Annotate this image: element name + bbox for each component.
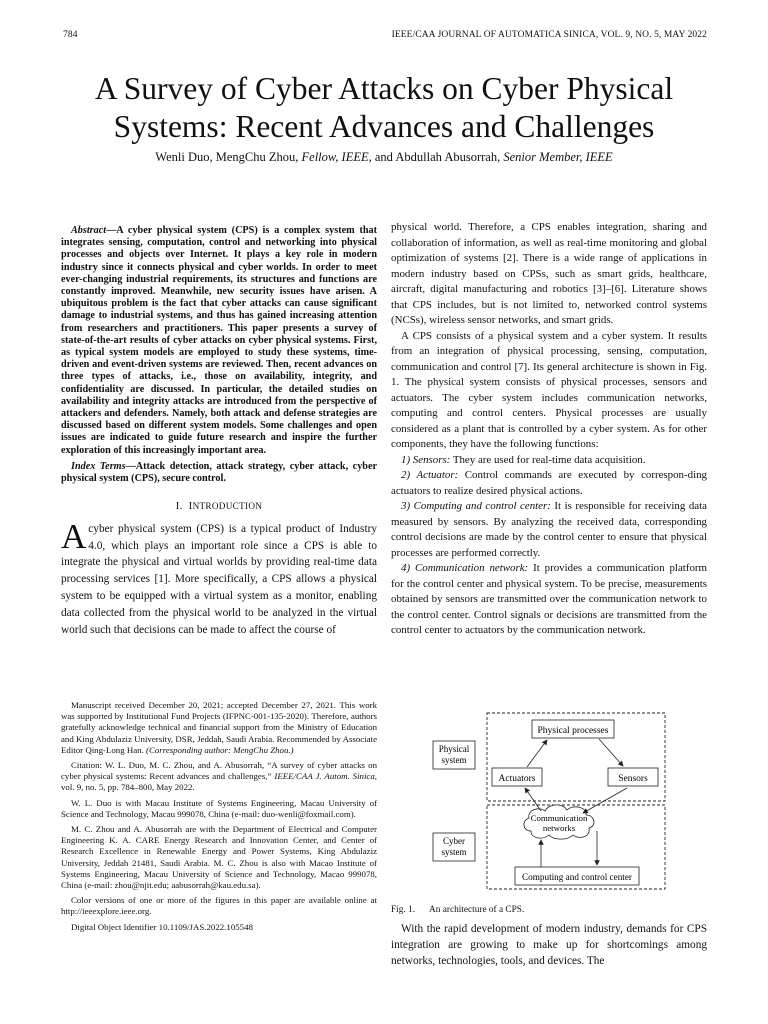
author-list xyxy=(60,150,708,165)
author-role-1: Fellow, IEEE xyxy=(301,150,369,164)
footnote-received: Manuscript received December 20, 2021; accepted December 27, 2021. This work was supported by Institutional Fund Projects (IFPNC-001-135-2020). Therefore, authors gratefully acknowledge technical and financial support from the Ministry of Education and King Abdulaziz University, DSR, Jeddah, Saudi Arabia. Recommended by Associate Editor Qing-Long Han. (Corresponding author: MengChu Zhou.) xyxy=(61,700,377,755)
section-title-rest: NTRODUCTION xyxy=(192,501,263,512)
figure-caption xyxy=(391,905,524,915)
author-role-2: Senior Member, IEEE xyxy=(503,150,613,164)
section-number: I. xyxy=(175,500,183,513)
intro-text: cyber physical system (CPS) is a typical product of Industry 4.0, which plays an important role since a CPS is able to integrate the physical and virtual worlds by providing real-time data processing services [1]. More specifically, a CPS allows a physical system to be equipped with a virtual system as a monitor, enabling data collected from the physical world to be analyzed in the virtual world such that decisions can be made to affect the course of xyxy=(61,522,377,636)
index-terms xyxy=(61,461,377,485)
physical-system-label: Physical system xyxy=(438,744,470,765)
page-number: 784 xyxy=(63,30,78,40)
index-terms-label: Index Terms xyxy=(71,460,126,472)
list-item-sensors: 1) Sensors: They are used for real-time data acquisition. xyxy=(401,453,646,466)
abstract xyxy=(61,225,377,457)
section-title-first: I xyxy=(188,500,193,513)
list-item-computing-center: 3) Computing and control center: It is responsible for receiving data measured by sensors. By analyzing the received data, corresponding control decisions are made by the control center to ensure that physical processes are performed correctly. xyxy=(391,500,707,559)
figure-cps-architecture xyxy=(391,707,707,927)
index-terms-text: —Attack detection, attack strategy, cyber attack, cyber physical system (CPS), secure control. xyxy=(61,460,377,485)
section-heading-introduction xyxy=(61,499,377,515)
title-line-2: Systems: Recent Advances and Challenges xyxy=(113,109,655,144)
right-column xyxy=(391,220,707,639)
figure-caption-text: An architecture of a CPS. xyxy=(429,905,525,915)
citation-journal: IEEE/CAA J. Autom. Sinica xyxy=(274,771,375,782)
footnote-color-versions: Color versions of one or more of the figures in this paper are available online at http://ieeexplore.ieee.org. xyxy=(61,895,377,917)
list-item-actuator: 2) Actuator: Control commands are executed by correspon-ding actuators to realize desired physical actions. xyxy=(391,469,707,497)
footnote-zhou-affiliation: M. C. Zhou and A. Abusorrah are with the Department of Electrical and Computer Engineering K. A. CARE Energy Research and Innovation Center, and Center of Research Excellence in Renewable Energy and Power Systems, King Abdulaziz University, Jeddah 21481, Saudi Arabia. M. C. Zhou is also with Macao Institute of Systems Engineering, Macau University of Science and Technology, Macao 999078, China (e-mail: zhou@njit.edu; aabusorrah@kau.edu.sa). xyxy=(61,824,377,891)
communication-networks-label: Communication networks xyxy=(530,813,588,833)
list-item-communication-network: 4) Communication network: It provides a communication platform for the control center and physical system. To be precise, measurements obtained by sensors are transmitted over the communication network to the control center. Control signals or decisions are transmitted from the control center to actuators by the communication network. xyxy=(391,562,707,636)
footnotes xyxy=(61,700,377,937)
sensors-label: Sensors xyxy=(618,774,648,784)
computing-center-label: Computing and control center xyxy=(522,872,632,882)
arrow-processes-to-sensors xyxy=(599,739,623,766)
footnote-doi: Digital Object Identifier 10.1109/JAS.2022.105548 xyxy=(71,921,253,932)
right-paragraph-2: A CPS consists of a physical system and a cyber system. It results from an integration of physical processing, sensing, computation, communication and control [7]. Its general architecture is shown in Fig. 1. The physical system consists of physical processes, sensors and actuators. The cyber system includes communication networks, computing and control centers. Physical processes are usually considered as a plant that is controlled by a cyber system. As for other components, they have the following functions: xyxy=(391,329,707,450)
arrow-actuators-to-processes xyxy=(527,740,547,767)
figure-caption-number: Fig. 1. xyxy=(391,905,416,915)
actuators-label: Actuators xyxy=(498,774,536,784)
author-names-1: Wenli Duo, MengChu Zhou, xyxy=(155,150,299,164)
footnote-citation: Citation: W. L. Duo, M. C. Zhou, and A. Abusorrah, “A survey of cyber attacks on cyber physical systems: Recent advances and challenges,” IEEE/CAA J. Autom. Sinica, vol. 9, no. 5, pp. 784–800, May 2022. xyxy=(61,760,377,793)
footnote-corresponding: (Corresponding author: MengChu Zhou.) xyxy=(146,744,294,755)
after-figure-text xyxy=(391,922,707,969)
author-names-2: , and Abdullah Abusorrah, xyxy=(368,150,501,164)
cyber-system-label: Cyber system xyxy=(441,836,467,857)
paper-title xyxy=(60,70,708,146)
arrow-cloud-to-actuators xyxy=(525,788,541,811)
arrow-sensors-to-cloud xyxy=(583,788,627,813)
abstract-label: Abstract xyxy=(71,225,107,236)
footnote-duo-affiliation: W. L. Duo is with Macau Institute of Systems Engineering, Macau University of Science and Technology, Macau 999078, China (e-mail: duo-wenli@foxmail.com). xyxy=(61,797,377,819)
physical-processes-label: Physical processes xyxy=(537,726,609,736)
intro-paragraph xyxy=(61,516,377,639)
abstract-text: —A cyber physical system (CPS) is a complex system that integrates sensing, computation, control and networking into physical processes and objects over Internet. It plays a key role in modern industry since it connects physical and cyber worlds. In order to meet ever-changing industrial requirements, its structures and functions are constantly improved. Meanwhile, new security issues have arisen. A ubiquitous problem is the fact that cyber attacks can cause significant damage to industrial systems, and thus has gained increasing attention from researchers and practitioners. This paper presents a survey of state-of-the-art results of cyber attacks on cyber physical systems. First, as typical system models are employed to study these systems, time-driven and event-driven systems are reviewed. Then, recent advances on three types of attacks, i.e., those on availability, integrity, and confidentiality are discussed. In particular, the detailed studies on availability and integrity attacks are introduced from the perspective of attackers and defenders. Namely, both attack and defense strategies are discussed based on different system models. Some challenges and open issues are indicated to guide future research and inspire the further exploration of this increasingly important area. xyxy=(61,225,377,456)
drop-cap: A xyxy=(61,516,87,556)
right-paragraph-1: physical world. Therefore, a CPS enables integration, sharing and collaboration of information, as well as real-time monitoring and global optimization of systems [2]. There is a wide range of applications in modern industry based on CPSs, such as smart grids, healthcare, aircraft, digital manufacturing and robotics [3]–[6]. Literature shows that CPS includes, but is not limited to, networked control systems (NCSs), wireless sensor networks, and smart grids. xyxy=(391,221,707,326)
journal-header: IEEE/CAA JOURNAL OF AUTOMATICA SINICA, VOL. 9, NO. 5, MAY 2022 xyxy=(391,30,707,40)
left-column xyxy=(61,220,377,638)
title-line-1: A Survey of Cyber Attacks on Cyber Physical xyxy=(94,71,674,106)
after-figure-paragraph: With the rapid development of modern industry, demands for CPS integration are growing to make up for shortcomings among networks, technologies, tools, and devices. The xyxy=(391,923,707,967)
